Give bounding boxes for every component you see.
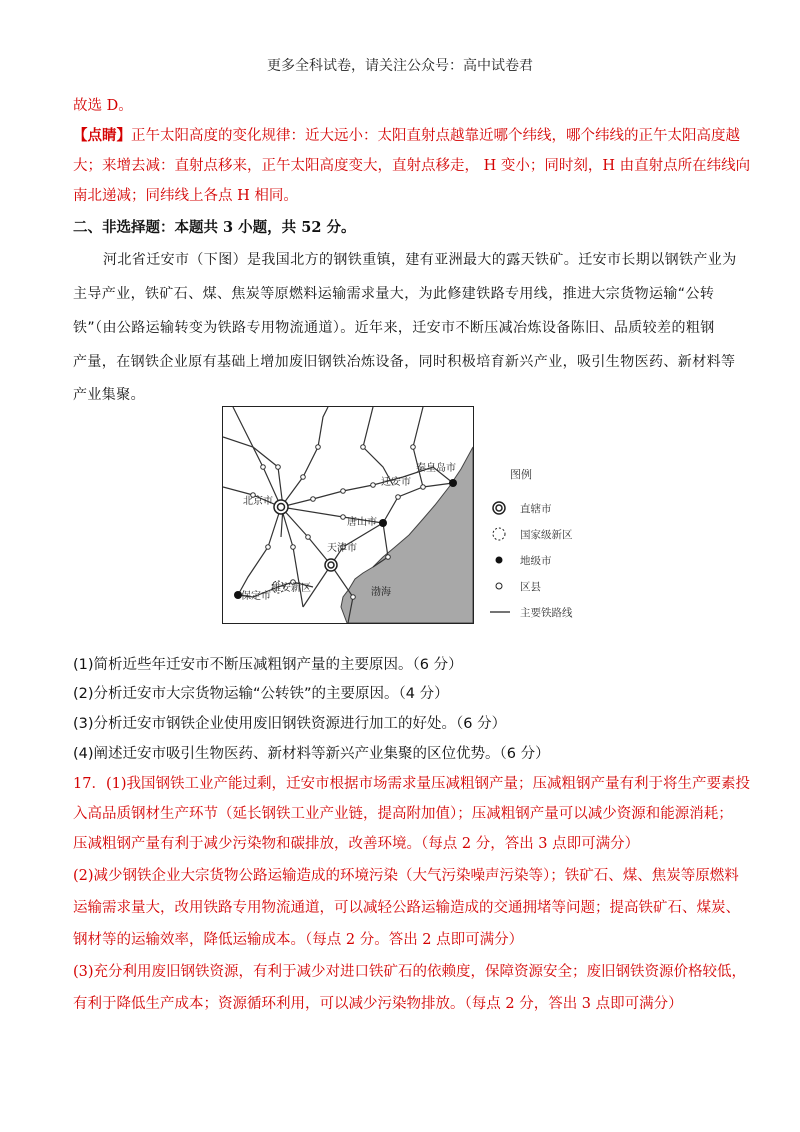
qinhuangdao-marker <box>449 479 457 487</box>
answer-line: 入高品质钢材生产环节（延长钢铁工业产业链，提高附加值）；压减粗钢产量可以减少资源和能源消耗； <box>73 806 733 822</box>
question-2: (2)分析迁安市大宗货物运输“公转铁”的主要原因。（4 分） <box>73 686 449 702</box>
question-3: (3)分析迁安市钢铁企业使用废旧钢铁资源进行加工的好处。（6 分） <box>73 716 507 732</box>
answer-line: 17．(1)我国钢铁工业产能过剩，迁安市根据市场需求量压减粗钢产量；压减粗钢产量有利于将生产要素投 <box>73 776 750 792</box>
passage-line: 主导产业，铁矿石、煤、焦炭等原燃料运输需求量大，为此修建铁路专用线，推进大宗货物运输“公转 <box>73 286 715 302</box>
label-tangshan: 唐山市 <box>347 517 377 528</box>
label-qinhuangdao: 秦皇岛市 <box>416 463 456 474</box>
beijing-marker <box>274 500 288 514</box>
passage-line: 铁”（由公路运输转变为铁路专用物流通道）。近年来，迁安市不断压减冶炼设备陈旧、品质较差的粗钢 <box>73 320 715 336</box>
label-qianan: 迁安市 <box>381 477 411 488</box>
question-1: (1)简析近些年迁安市不断压减粗钢产量的主要原因。（6 分） <box>73 657 463 673</box>
legend-county-icon <box>490 578 512 594</box>
label-beijing: 北京市 <box>243 496 273 507</box>
label-tianjin: 天津市 <box>327 543 357 554</box>
legend-new-area-icon <box>490 526 512 542</box>
answer-line: (2)减少钢铁企业大宗货物公路运输造成的环境污染（大气污染噪声污染等）；铁矿石、煤、焦炭等原燃料 <box>73 868 739 884</box>
label-baoding: 保定市 <box>241 591 271 602</box>
qianan-marker <box>421 485 426 490</box>
legend-row <box>488 578 598 594</box>
legend-label: 直辖市 <box>520 503 552 515</box>
legend-municipality-icon <box>490 500 512 516</box>
legend-prefecture-city-icon <box>490 552 512 568</box>
legend-row <box>488 552 598 568</box>
railway-map <box>222 406 474 624</box>
legend-railway-icon <box>490 604 512 620</box>
tip-line-2: 大；来增去减：直射点移来，正午太阳高度变大，直射点移走， H 变小；同时刻，H 由直射点所在纬线向 <box>73 158 751 174</box>
label-xiongan: 雄安新区 <box>271 583 311 594</box>
label-bohai: 渤海 <box>371 587 391 598</box>
question-4: (4)阐述迁安市吸引生物医药、新材料等新兴产业集聚的区位优势。（6 分） <box>73 746 550 762</box>
answer-line: (3)充分利用废旧钢铁资源，有利于减少对进口铁矿石的依赖度，保障资源安全；废旧钢铁资源价格较低， <box>73 964 747 980</box>
answer-line: 压减粗钢产量有利于减少污染物和碳排放，改善环境。（每点 2 分，答出 3 点即可满分） <box>73 836 640 852</box>
passage-line: 河北省迁安市（下图）是我国北方的钢铁重镇，建有亚洲最大的露天铁矿。迁安市长期以钢铁产业为 <box>103 252 737 268</box>
legend-label: 地级市 <box>520 555 552 567</box>
legend-label: 区县 <box>520 581 541 593</box>
legend-title: 图例 <box>510 468 532 481</box>
tip-label: 【点睛】 <box>73 127 131 144</box>
legend-label: 国家级新区 <box>520 529 573 541</box>
page-header: 更多全科试卷，请关注公众号：高中试卷君 <box>267 58 533 74</box>
previous-answer: 故选 D。 <box>73 98 133 114</box>
map-legend <box>488 466 598 626</box>
legend-label: 主要铁路线 <box>520 607 573 619</box>
tangshan-marker <box>379 519 387 527</box>
passage-line: 产业集聚。 <box>73 387 145 403</box>
map-drawing <box>223 407 473 623</box>
tip-line-1 <box>73 126 740 146</box>
section-title: 二、非选择题：本题共 3 小题，共 52 分。 <box>73 219 356 236</box>
tip-line-3: 南北递减；同纬线上各点 H 相同。 <box>73 188 298 204</box>
legend-row <box>488 604 598 620</box>
answer-line: 钢材等的运输效率，降低运输成本。（每点 2 分。答出 2 点即可满分） <box>73 932 524 948</box>
passage-line: 产量，在钢铁企业原有基础上增加废旧钢铁冶炼设备，同时积极培育新兴产业，吸引生物医药、新材料等 <box>73 354 736 370</box>
legend-row <box>488 500 598 516</box>
answer-line: 有利于降低生产成本；资源循环利用，可以减少污染物排放。（每点 2 分，答出 3 点即可满分） <box>73 996 683 1012</box>
tip-text-1: 正午太阳高度的变化规律：近大远小：太阳直射点越靠近哪个纬线，哪个纬线的正午太阳高度越 <box>131 128 740 144</box>
tianjin-marker <box>325 559 337 571</box>
legend-row <box>488 526 598 542</box>
answer-line: 运输需求量大，改用铁路专用物流通道，可以减轻公路运输造成的交通拥堵等问题；提高铁矿石、煤炭、 <box>73 900 740 916</box>
